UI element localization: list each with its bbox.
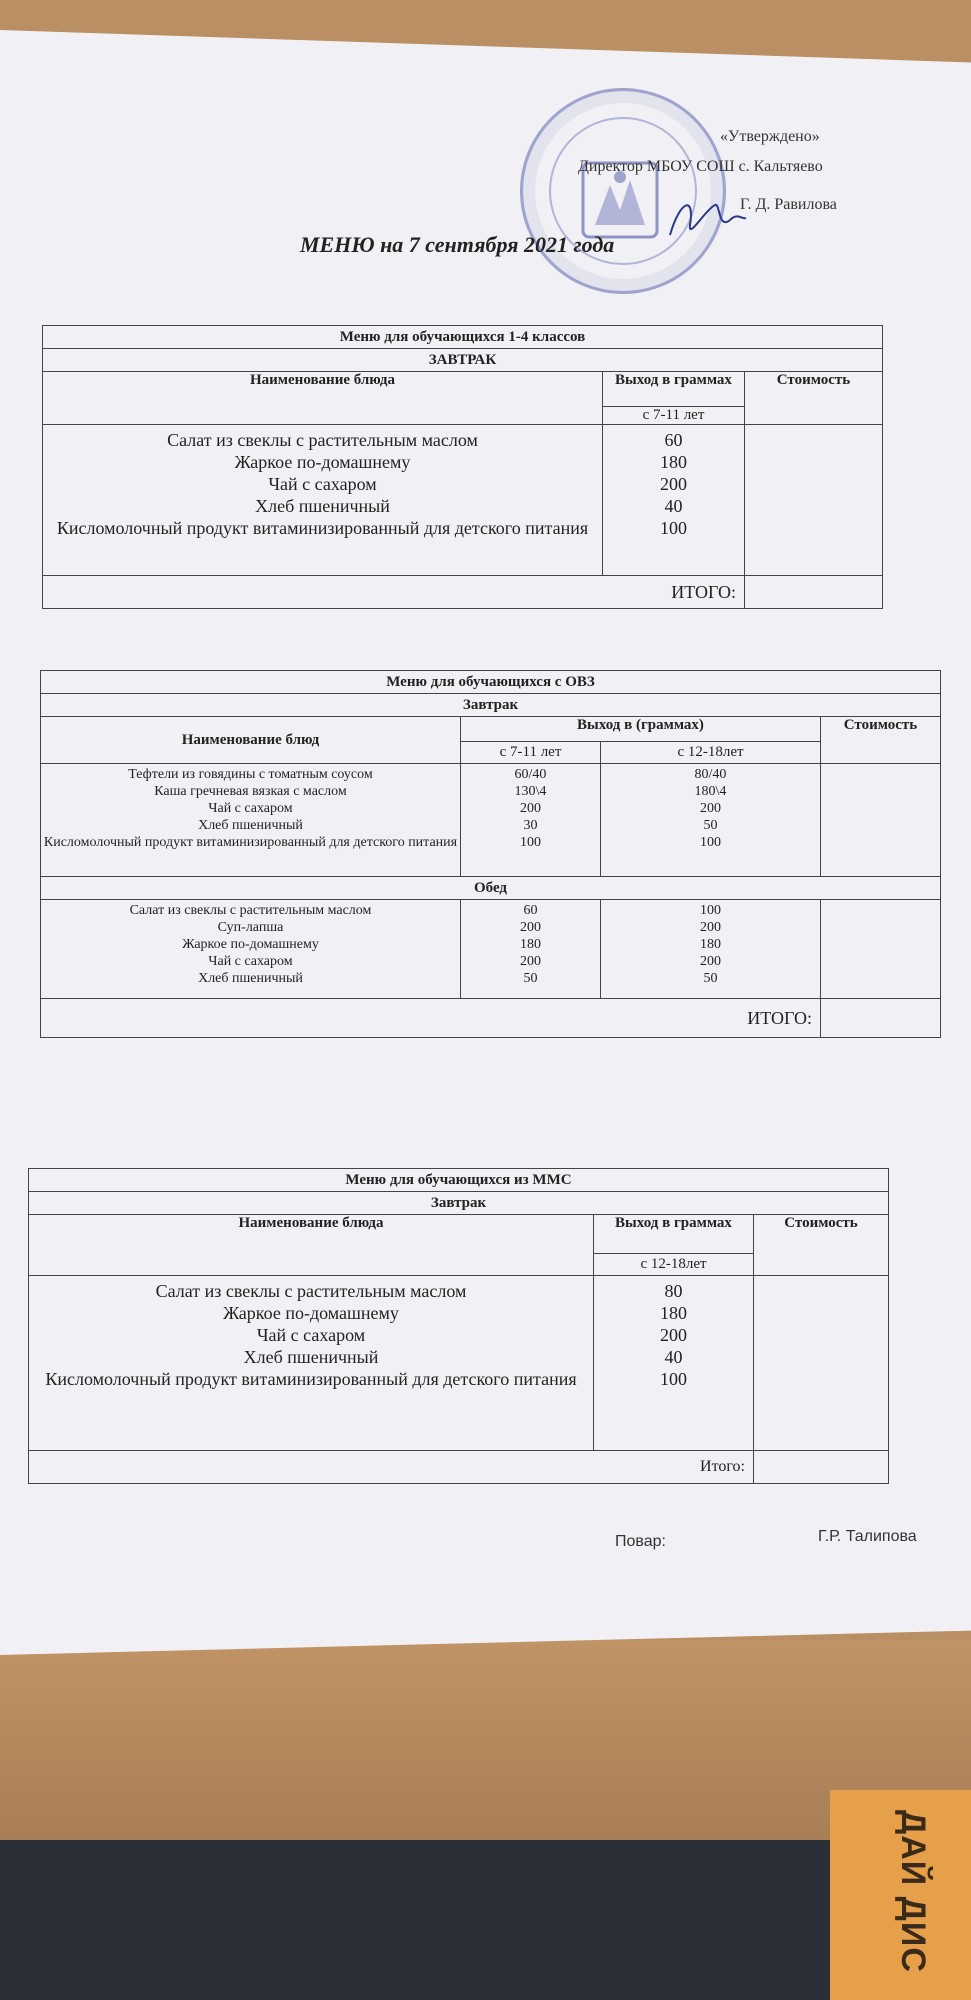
meal-lunch: Обед (41, 877, 941, 900)
list-item: Кисломолочный продукт витаминизированный для детского питания (56, 518, 589, 538)
menu-table-ovz (40, 670, 941, 1038)
cook-name: Г.Р. Талипова (818, 1528, 917, 1545)
list-item: Жаркое по-домашнему (223, 1303, 399, 1323)
col-cost: Стоимость (745, 372, 883, 425)
yield-value: 180 (700, 937, 721, 952)
menu-table-grades-1-4 (42, 325, 883, 609)
yield-list (594, 1276, 754, 1451)
col-yield: Выход в (граммах) (461, 717, 821, 742)
list-item: Жаркое по-домашнему (234, 452, 411, 472)
dish-list (29, 1276, 594, 1451)
list-item: Чай с сахаром (208, 801, 293, 816)
yield-value: 200 (660, 474, 687, 494)
total-cost-cell (745, 576, 883, 609)
yield-list-7-11 (461, 900, 601, 999)
yield-list (603, 425, 745, 576)
yield-value: 200 (660, 1325, 687, 1345)
list-item: Хлеб пшеничный (198, 971, 303, 986)
table-caption: Меню для обучающихся из ММС (29, 1169, 889, 1192)
list-item: Салат из свеклы с растительным маслом (129, 903, 372, 918)
director-title: Директор МБОУ СОШ с. Кальтяево (578, 158, 823, 175)
yield-value: 50 (523, 971, 538, 986)
yield-value: 180\4 (694, 784, 727, 799)
total-cost-cell (754, 1451, 889, 1484)
yield-value: 200 (700, 954, 721, 969)
list-item: Хлеб пшеничный (255, 496, 390, 516)
list-item: Кисломолочный продукт витаминизированный для детского питания (45, 1369, 577, 1389)
col-yield: Выход в граммах (594, 1215, 754, 1254)
menu-table-mms (28, 1168, 889, 1484)
yield-value: 180 (660, 1303, 687, 1323)
yield-value: 30 (523, 818, 538, 833)
list-item: Чай с сахаром (256, 1325, 366, 1345)
age-group: с 7-11 лет (603, 407, 745, 425)
total-label: ИТОГО: (41, 999, 821, 1038)
yield-value: 60 (523, 903, 538, 918)
dish-list (41, 900, 461, 999)
yield-value: 60/40 (514, 767, 547, 782)
col-dish-name: Наименование блюд (41, 717, 461, 764)
cost-cell (754, 1276, 889, 1451)
cost-cell (821, 900, 941, 999)
col-yield: Выход в граммах (603, 372, 745, 407)
list-item: Кисломолочный продукт витаминизированный для детского питания (43, 835, 458, 850)
approved-label: «Утверждено» (720, 128, 820, 145)
page-title: МЕНЮ на 7 сентября 2021 года (300, 232, 615, 257)
age-group-12-18: с 12-18лет (601, 742, 821, 764)
meal-breakfast: ЗАВТРАК (43, 349, 883, 372)
yield-value: 100 (660, 518, 687, 538)
orange-sign (830, 1790, 971, 2000)
col-dish-name: Наименование блюда (43, 372, 603, 425)
col-dish-name: Наименование блюда (29, 1215, 594, 1276)
dish-list (41, 764, 461, 877)
yield-value: 200 (520, 954, 541, 969)
yield-value: 200 (520, 920, 541, 935)
yield-value: 40 (664, 496, 683, 516)
yield-value: 100 (700, 903, 721, 918)
total-cost-cell (821, 999, 941, 1038)
list-item: Салат из свеклы с растительным маслом (167, 430, 478, 450)
yield-value: 50 (703, 971, 718, 986)
list-item: Хлеб пшеничный (198, 818, 303, 833)
table-caption: Меню для обучающихся 1-4 классов (43, 326, 883, 349)
list-item: Суп-лапша (217, 920, 284, 935)
list-item: Жаркое по-домашнему (182, 937, 319, 952)
sign-text: ДАЙ ДИС (894, 1810, 932, 1973)
total-label: ИТОГО: (43, 576, 745, 609)
dish-list (43, 425, 603, 576)
meal-breakfast: Завтрак (41, 694, 941, 717)
director-signature (660, 190, 750, 250)
list-item: Тефтели из говядины с томатным соусом (128, 767, 373, 782)
yield-value: 180 (520, 937, 541, 952)
yield-value: 80 (664, 1281, 683, 1301)
col-cost: Стоимость (754, 1215, 889, 1276)
list-item: Салат из свеклы с растительным маслом (155, 1281, 467, 1301)
cost-cell (821, 764, 941, 877)
yield-value: 200 (700, 920, 721, 935)
meal-breakfast: Завтрак (29, 1192, 889, 1215)
cook-label: Повар: (615, 1533, 666, 1550)
col-cost: Стоимость (821, 717, 941, 764)
yield-value: 100 (660, 1369, 687, 1389)
yield-value: 80/40 (694, 767, 727, 782)
director-name: Г. Д. Равилова (740, 196, 837, 213)
yield-value: 100 (520, 835, 541, 850)
list-item: Чай с сахаром (268, 474, 377, 494)
cost-cell (745, 425, 883, 576)
total-label: Итого: (29, 1451, 754, 1484)
yield-list-12-18 (601, 764, 821, 877)
list-item: Хлеб пшеничный (243, 1347, 379, 1367)
list-item: Чай с сахаром (208, 954, 293, 969)
age-group: с 12-18лет (594, 1254, 754, 1276)
yield-value: 100 (700, 835, 721, 850)
yield-value: 200 (520, 801, 541, 816)
floor-background (0, 1840, 971, 2000)
yield-value: 50 (703, 818, 718, 833)
yield-value: 200 (700, 801, 721, 816)
yield-list-7-11 (461, 764, 601, 877)
list-item: Каша гречневая вязкая с маслом (154, 784, 347, 799)
yield-list-12-18 (601, 900, 821, 999)
table-caption: Меню для обучающихся с ОВЗ (41, 671, 941, 694)
yield-value: 180 (660, 452, 687, 472)
age-group-7-11: с 7-11 лет (461, 742, 601, 764)
yield-value: 40 (664, 1347, 683, 1367)
yield-value: 60 (664, 430, 683, 450)
yield-value: 130\4 (514, 784, 547, 799)
